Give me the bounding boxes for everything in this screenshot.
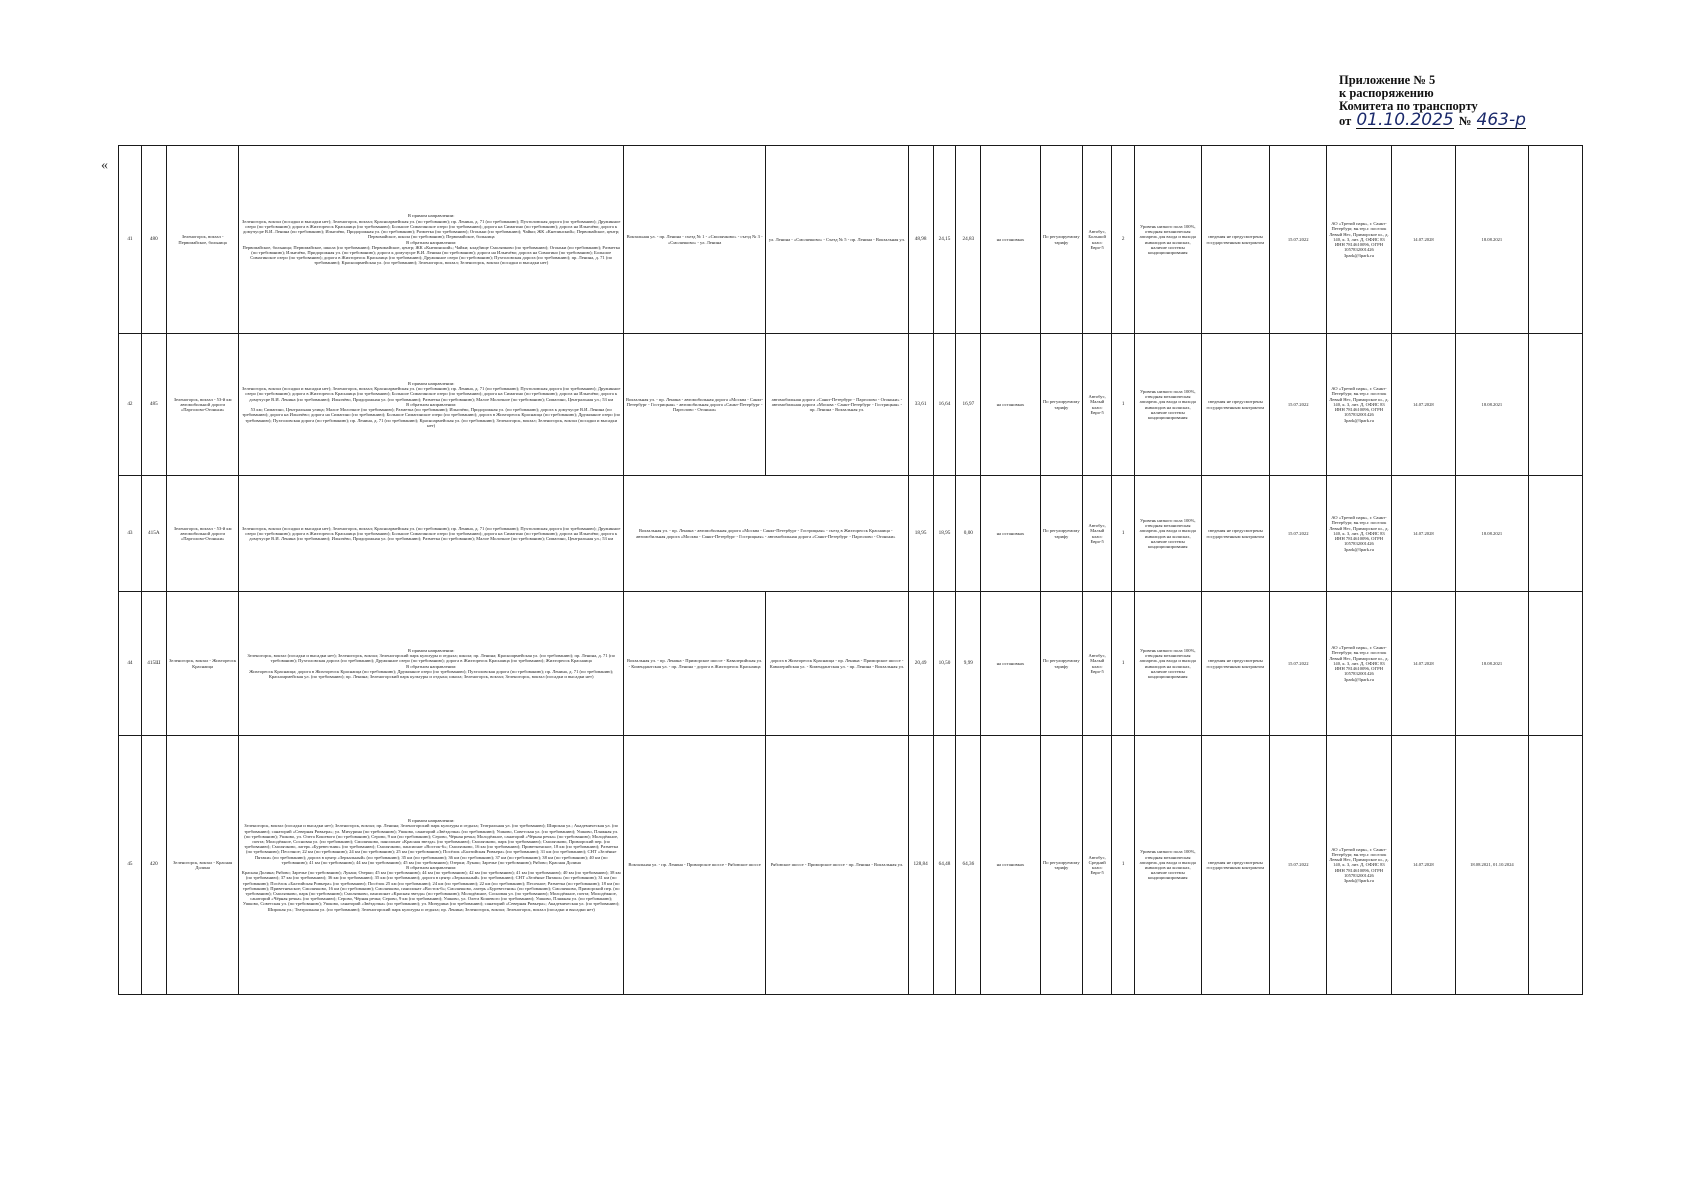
tariff: По регулируемому тарифу bbox=[1040, 476, 1083, 592]
vehicle: Автобус, Большой класс Евро-5 bbox=[1083, 146, 1112, 334]
appendix-date-line bbox=[1339, 110, 1559, 130]
length-forward: 24,15 bbox=[933, 146, 956, 334]
table-row bbox=[119, 736, 1583, 995]
stops-cell bbox=[239, 334, 623, 476]
table-row bbox=[119, 334, 1583, 476]
streets-back: дорога в Жихтореоск Краснаица - пр. Ленина - Приморское шоссе - Кавалерийская ул. - Комендантская ул. - пр. Ленина - Вокзальная ул. bbox=[766, 592, 908, 736]
stops-mode: на остановках bbox=[981, 592, 1040, 736]
route-name: Зеленогорск, вокзал - Жихтореоск Краснаица bbox=[166, 592, 239, 736]
row-index: 42 bbox=[119, 334, 142, 476]
start-date: 15.07.2022 bbox=[1270, 592, 1327, 736]
contract-info: сведения не предусмотрены государственным контрактом bbox=[1201, 736, 1270, 995]
back-title: В обратном направлении: bbox=[406, 663, 457, 669]
forward-stops: Зеленогорск, вокзал (посадки и высадки нет); Зеленогорск, вокзал; пр. Ленина; Зеленогорский парк культуры и отдыха; Театральная ул. (по требованию); Широкая ул.; Академическая ул. (по требованию); санаторий «Северная Ривьера»; ул. Мичурина (по требованию); Ушково, санаторий «Звёздочка» (по требованию); Ушково, Советская ул. (по требованию); Ушково, Пляжная ул. (по требованию); Ушково, ул. Олега Кошевого (по требованию); Серово, 9 км (по требованию); Серово, Чёрная речка; Молодёжное, санаторий «Чёрная речка» (по требованию); Молодёжное, почта; Молодёжное, Сосновая ул. (по требованию); Смолячково, пансионат «Красная звезда» (по требованию); Смолячково, парк (по требованию); Смолячково, Приморский пер. (по требованию); Смолячково, лагерь «Буревестник» (по требованию); Смолячково, пансионат «Восток-6»; Смолячково, 16 км (по требованию); Приветненское, 18 км (по требованию); Разметка (по требованию); Песочное; 22 км (по требованию); 24 км (по требованию); 25 км (по требованию); Посёлок «Балтийская Ривьера» (по требованию); 31 км (по требованию); СНТ «Зелёные Пятаки» (по требованию); дорога в центр «Зеркальный» (по требованию); 35 км (по требованию); 36 км (по требованию); 37 км (по требованию); 38 км (по требованию); 40 км (по требованию); 41 км (по требованию); 44 км (по требованию); 45 км (по требованию); Озерки; Лукаш; Заречье (по требованию); Рябово; Красная Долина bbox=[244, 823, 619, 865]
route-number: 480 bbox=[141, 146, 166, 334]
start-date: 15.07.2022 bbox=[1270, 736, 1327, 995]
start-date: 15.07.2022 bbox=[1270, 476, 1327, 592]
streets-back: ул. Ленина - «Смолячково» - Съезд № 5 - пр. Ленина - Вокзальная ул. bbox=[766, 146, 908, 334]
vehicle-count: 1 bbox=[1112, 334, 1135, 476]
forward-stops: Зеленогорск, вокзал (посадки и высадки нет); Зеленогорск, вокзал; Красноармейская ул. (по требованию); пр. Ленина, д. 71 (по требованию); Пухтоловская дорога (по требованию); Дружинное озеро (по требованию); дорога в Жихтореоск Краснаица (по требованию); Большое Симагинское озеро (по требованию); дорога на Симагино (по требованию); дорога на Ильичёво; дорога к домучусре В.И. Ленина (по требованию); Ильичёво, Придорожная ул. (по требованию); Разметка (по требованию); Малое Молочное (по требованию); Симагино, Центральная ул.; 53 км bbox=[242, 386, 621, 402]
back-stops: Первомайское, больница; Первомайское, школа (по требованию); Первомайское, центр; ЖК «Кнепинский»; Чайки; кладбище Смолячково (по требованию); Огоньки (по требованию); Разметка (по требованию); Ильичёво, Придорожная ул. (по требованию); дорога к домучусре В.И. Ленина (по требованию); дорога на Ильичёво; дорога на Симагино (по требованию); Большое Симагинское озеро (по требованию); дорога в Жихтореоск Краснаица (по требованию); Дружинное озеро (по требованию); Пухтоловская дорога (по требованию); пр. Ленина, д. 71 (по требованию); Красноармейская ул. (по требованию); Зеленогорск, вокзал; Зеленогорск, вокзал (посадки и высадки нет) bbox=[242, 244, 620, 266]
end-date: 14.07.2028 bbox=[1391, 334, 1455, 476]
forward-title: В прямом направлении: bbox=[407, 647, 455, 653]
route-name: Зеленогорск, вокзал - 53-й км автомобильной дороги «Парголово-Огоньки» bbox=[166, 476, 239, 592]
last-cell bbox=[1528, 334, 1582, 476]
date-value: 01.10.2025 bbox=[1356, 110, 1454, 130]
stops-cell bbox=[239, 592, 623, 736]
vehicle-count: 2 bbox=[1112, 146, 1135, 334]
environment: Уровень низкого пола 100%, отводная механическая аппарель для входа и выхода инвалидов на колясках, наличие системы кондиционирования bbox=[1135, 592, 1201, 736]
forward-title: В прямом направлении: bbox=[407, 818, 455, 824]
end-date: 14.07.2028 bbox=[1391, 146, 1455, 334]
routes-table bbox=[118, 145, 1583, 995]
appendix-committee: Комитета по транспорту bbox=[1339, 99, 1478, 113]
route-name: Зеленогорск, вокзал - Красная Долина bbox=[166, 736, 239, 995]
extra-date: 18.08.2021 bbox=[1456, 592, 1529, 736]
appendix-subtitle: к распоряжению bbox=[1339, 86, 1434, 100]
start-date: 15.07.2022 bbox=[1270, 334, 1327, 476]
appendix-stamp bbox=[1339, 74, 1559, 129]
streets-back: автомобильная дорога «Санкт-Петербург - Парголово - Огоньки» - автомобильная дорога «Москва - Санкт-Петербург - Гострицкая» - пр. Ленина - Вокзальная ул. bbox=[766, 334, 908, 476]
length-back: 64,36 bbox=[956, 736, 981, 995]
end-date: 14.07.2028 bbox=[1391, 736, 1455, 995]
length-back: 0,00 bbox=[956, 476, 981, 592]
stops-mode: на остановках bbox=[981, 146, 1040, 334]
environment: Уровень низкого пола 100%, отводная механическая аппарель для входа и выхода инвалидов на колясках, наличие системы кондиционирования bbox=[1135, 736, 1201, 995]
streets-forward: Вокзальная ул. - пр. Ленина - Приморское шоссе - Кавалерийская ул. - Комендантская ул. - пр. Ленина - дорога в Жихтореоск Краснаица bbox=[623, 592, 765, 736]
route-name: Зеленогорск, вокзал - Первомайское, больница bbox=[166, 146, 239, 334]
contract-info: сведения не предусмотрены государственным контрактом bbox=[1201, 334, 1270, 476]
row-index: 43 bbox=[119, 476, 142, 592]
length-forward: 16,64 bbox=[933, 334, 956, 476]
extra-date: 18.08.2021 bbox=[1456, 334, 1529, 476]
table-row bbox=[119, 476, 1583, 592]
stops-mode: на остановках bbox=[981, 334, 1040, 476]
vehicle-count: 1 bbox=[1112, 476, 1135, 592]
contract-info: сведения не предусмотрены государственным контрактом bbox=[1201, 146, 1270, 334]
back-stops: 53 км; Симагино, Центральная улица; Малое Молочное (по требованию); Разметка (по требованию); Ильичёво, Придорожная ул. (по требованию); дорога к домучусре В.И. Ленина (по требованию); дорога на Ильичёво; дорога на Симагино (по требованию); Большое Симагинское озеро (по требованию); дорога в Жихтореоск Краснаица (по требованию); Дружинное озеро (по требованию); Пухтоловская дорога (по требованию); пр. Ленина, д. 71 (по требованию); Красноармейская ул. (по требованию); Зеленогорск, вокзал; Зеленогорск, вокзал (посадки и высадки нет) bbox=[242, 407, 621, 428]
end-date: 14.07.2028 bbox=[1391, 592, 1455, 736]
tariff: По регулируемому тарифу bbox=[1040, 334, 1083, 476]
route-number: 415А bbox=[141, 476, 166, 592]
table-row bbox=[119, 592, 1583, 736]
back-title: В обратном направлении: bbox=[406, 865, 457, 870]
tariff: По регулируемому тарифу bbox=[1040, 592, 1083, 736]
stops-cell bbox=[239, 736, 623, 995]
length-forward: 64,48 bbox=[933, 736, 956, 995]
vehicle-count: 1 bbox=[1112, 592, 1135, 736]
length-back: 9,99 bbox=[956, 592, 981, 736]
forward-stops: Зеленогорск, вокзал (посадки и высадки нет); Зеленогорск, вокзал; Красноармейская ул. (по требованию); пр. Ленина, д. 71 (по требованию); Пухтоловская дорога (по требованию); Дружинное озеро (по требованию); дорога в Жихтореоск Краснаица (по требованию); Большое Симагинское озеро (по требованию); дорога на Симагино (по требованию); дорога на Ильичёво; дорога к домучусре В.И. Ленина (по требованию); Ильичёво, Придорожная ул. (по требованию); Разметка (по требованию); Огоньки (по требованию); Чайки; ЖК «Кнепинский»; Первомайское, центр; Первомайское, школа (по требованию); Первомайское, больница bbox=[242, 218, 621, 240]
stops-mode: на остановках bbox=[981, 476, 1040, 592]
extra-date: 18.08.2021 bbox=[1456, 476, 1529, 592]
stops-cell bbox=[239, 476, 623, 592]
last-cell bbox=[1528, 736, 1582, 995]
last-cell bbox=[1528, 146, 1582, 334]
vehicle: Автобус, Малый класс Евро-5 bbox=[1083, 334, 1112, 476]
streets-forward: Вокзальная ул. - пр. Ленина - автомобильная дорога «Москва - Санкт-Петербург - Гострицкая» - автомобильная дорога «Санкт-Петербург - Парголово - Огоньки» bbox=[623, 334, 765, 476]
streets-forward: Вокзальная ул. - пр. Ленина - автомобильная дорога «Москва - Санкт-Петербург - Гострицкая» - съезд в Жихтореоск Краснаица - автомобильная дорога «Москва - Санкт-Петербург - Гострицкая» - автомобильная дорога «Санкт-Петербург - Парголово - Огоньки» bbox=[623, 476, 908, 592]
length-total: 18,95 bbox=[908, 476, 933, 592]
last-cell bbox=[1528, 592, 1582, 736]
carrier: АО «Третий парк», г. Санкт-Петербург, вн.тер.г. поселок Левый Нес, Приморское ш., д. 140, к. 3, лит. Д, ОФИС 83 ИНН 7814610096, ОГРН 1057832001426 3park@3park.ru bbox=[1327, 736, 1391, 995]
row-index: 44 bbox=[119, 592, 142, 736]
length-back: 24,83 bbox=[956, 146, 981, 334]
opening-quote: « bbox=[101, 158, 108, 173]
row-index: 45 bbox=[119, 736, 142, 995]
table-row bbox=[119, 146, 1583, 334]
route-number: 420 bbox=[141, 736, 166, 995]
carrier: АО «Третий парк», г. Санкт-Петербург, вн.тер.г. поселок Левый Нес, Приморское ш., д. 140, к. 3, лит. Д, ОФИС 83 ИНН 7814610096, ОГРН 1057832001426 3park@3park.ru bbox=[1327, 334, 1391, 476]
length-total: 128,84 bbox=[908, 736, 933, 995]
last-cell bbox=[1528, 476, 1582, 592]
tariff: По регулируемому тарифу bbox=[1040, 146, 1083, 334]
route-name: Зеленогорск, вокзал - 53-й км автомобильной дороги «Парголово-Огоньки» bbox=[166, 334, 239, 476]
contract-info: сведения не предусмотрены государственным контрактом bbox=[1201, 592, 1270, 736]
route-number: 415Ш bbox=[141, 592, 166, 736]
forward-title: В прямом направлении: bbox=[407, 381, 455, 387]
environment: Уровень низкого пола 100%, отводная механическая аппарель для входа и выхода инвалидов на колясках, наличие системы кондиционирования bbox=[1135, 476, 1201, 592]
vehicle: Автобус, Малый класс Евро-5 bbox=[1083, 476, 1112, 592]
tariff: По регулируемому тарифу bbox=[1040, 736, 1083, 995]
appendix-title: Приложение № 5 bbox=[1339, 73, 1436, 87]
extra-date: 18.08.2021 bbox=[1456, 146, 1529, 334]
vehicle: Автобус, Малый класс Евро-5 bbox=[1083, 592, 1112, 736]
length-total: 20,49 bbox=[908, 592, 933, 736]
length-total: 33,61 bbox=[908, 334, 933, 476]
back-title: В обратном направлении: bbox=[406, 401, 457, 407]
streets-back: Рябовское шоссе - Приморское шоссе - пр. Ленина - Вокзальная ул. bbox=[766, 736, 908, 995]
carrier: АО «Третий парк», г. Санкт-Петербург, вн.тер.г. поселок Левый Нес, Приморское ш., д. 140, к. 3, лит. Д, ОФИС 83 ИНН 7814610096, ОГРН 1057832001426 3park@3park.ru bbox=[1327, 592, 1391, 736]
streets-forward: Вокзальная ул. - пр. Ленина - Приморское шоссе - Рябовское шоссе bbox=[623, 736, 765, 995]
end-date: 14.07.2028 bbox=[1391, 476, 1455, 592]
length-total: 48,98 bbox=[908, 146, 933, 334]
environment: Уровень низкого пола 100%, отводная механическая аппарель для входа и выхода инвалидов на колясках, наличие системы кондиционирования bbox=[1135, 334, 1201, 476]
carrier: АО «Третий парк», г. Санкт-Петербург, вн.тер.г. поселок Левый Нес, Приморское ш., д. 140, к. 3, лит. Д, ОФИС 83 ИНН 7814610096, ОГРН 1057832001426 3park@3park.ru bbox=[1327, 146, 1391, 334]
forward-stops: Зеленогорск, вокзал (посадки и высадки нет); Зеленогорск, вокзал; Зеленогорский парк культуры и отдыха; школа; пр. Ленина; Красноармейская ул. (по требованию); пр. Ленина, д. 71 (по требованию); Пухтоловская дорога (по требованию); Дружинное озеро (по требованию); дорога в Жихтореоск Краснаица (по требованию); Жихтореоск Краснаица bbox=[247, 653, 616, 664]
back-stops: Жихтореоск Краснаица; дорога в Жихтореоск Краснаица (по требованию); Дружинное озеро (по требованию); Пухтоловская дорога (по требованию); пр. Ленина, д. 71 (по требованию); Красноармейская ул. (по требованию); пр. Ленина; Зеленогорский парк культуры и отдыха; школа; Зеленогорск, вокзал; Зеленогорск, вокзал (посадки и высадки нет) bbox=[249, 668, 614, 679]
number-prefix: № bbox=[1458, 114, 1472, 128]
length-forward: 18,95 bbox=[933, 476, 956, 592]
forward-stops: Зеленогорск, вокзал (посадки и высадки нет); Зеленогорск, вокзал; Красноармейская ул. (по требованию); пр. Ленина, д. 71 (по требованию); Пухтоловская дорога (по требованию); Дружинное озеро (по требованию); дорога в Жихтореоск Краснаица (по требованию); Большое Симагинское озеро (по требованию); дорога на Симагино (по требованию); дорога на Ильичёво; дорога к домучусре В.И. Ленина (по требованию); Ильичёво, Придорожная ул. (по требованию); Разметка (по требованию); Малое Молочное (по требованию); Симагино, Центральная ул.; 53 км bbox=[242, 525, 621, 542]
route-number: 485 bbox=[141, 334, 166, 476]
back-title: В обратном направлении: bbox=[406, 239, 457, 245]
streets-forward: Вокзальная ул. - пр. Ленина - съезд № 1 - «Смолячково» - съезд № 3 - «Смолячково» - ул. Ленина bbox=[623, 146, 765, 334]
length-forward: 10,50 bbox=[933, 592, 956, 736]
number-value: 463-р bbox=[1476, 110, 1526, 130]
carrier: АО «Третий парк», г. Санкт-Петербург, вн.тер.г. поселок Левый Нес, Приморское ш., д. 140, к. 3, лит. Д, ОФИС 83 ИНН 7814610096, ОГРН 1057832001426 3park@3park.ru bbox=[1327, 476, 1391, 592]
contract-info: сведения не предусмотрены государственным контрактом bbox=[1201, 476, 1270, 592]
vehicle-count: 1 bbox=[1112, 736, 1135, 995]
forward-title: В прямом направлении: bbox=[407, 213, 455, 219]
date-prefix: от bbox=[1339, 114, 1352, 128]
extra-date: 18.08.2021, 01.10.2024 bbox=[1456, 736, 1529, 995]
start-date: 15.07.2022 bbox=[1270, 146, 1327, 334]
environment: Уровень низкого пола 100%, отводная механическая аппарель для входа и выхода инвалидов на колясках, наличие системы кондиционирования bbox=[1135, 146, 1201, 334]
row-index: 41 bbox=[119, 146, 142, 334]
length-back: 16,97 bbox=[956, 334, 981, 476]
back-stops: Красная Долина; Рябово; Заречье (по требованию); Лукаш; Озерки; 45 км (по требованию); 44 км (по требованию); 42 км (по требованию); 41 км (по требованию); 40 км (по требованию); 38 км (по требованию); 37 км (по требованию); 36 км (по требованию); 35 км (по требованию); дорога в центр «Зеркальный» (по требованию); СНТ «Зелёные Пятаки» (по требованию); 31 км (по требованию); Посёлок «Балтийская Ривьера» (по требованию); Посёлок 25 км (по требованию); 24 км (по требованию); 22 км (по требованию); Песочное; Разметка (по требованию); 18 км (по требованию); Приветненское; Смолячково, 16 км (по требованию); Смолячково, пансионат «Восток-6»; Смолячково, лагерь «Буревестник» (по требованию); Смолячково, Приморский пер. (по требованию); Смолячково, парк (по требованию); Смолячково, пансионат «Красная звезда» (по требованию); Молодёжное, Сосновая ул. (по требованию); Молодёжное, почта; Молодёжное, санаторий «Чёрная речка» (по требованию); Серово, Чёрная речка; Серово, 9 км (по требованию); Ушково, ул. Олега Кошевого (по требованию); Ушково, Пляжная ул. (по требованию); Ушково, Советская ул. (по требованию); Ушково, санаторий «Звёздочка» (по требованию); ул. Мичурина (по требованию); санаторий «Северная Ривьера»; Академическая ул. (по требованию); Широкая ул.; Театральная ул. (по требованию); Зеленогорский парк культуры и отдыха; пр. Ленина; Зеленогорск, вокзал; Зеленогорск, вокзал (посадки и высадки нет) bbox=[241, 870, 621, 912]
stops-cell bbox=[239, 146, 623, 334]
stops-mode: на остановках bbox=[981, 736, 1040, 995]
vehicle: Автобус, Средний класс Евро-5 bbox=[1083, 736, 1112, 995]
